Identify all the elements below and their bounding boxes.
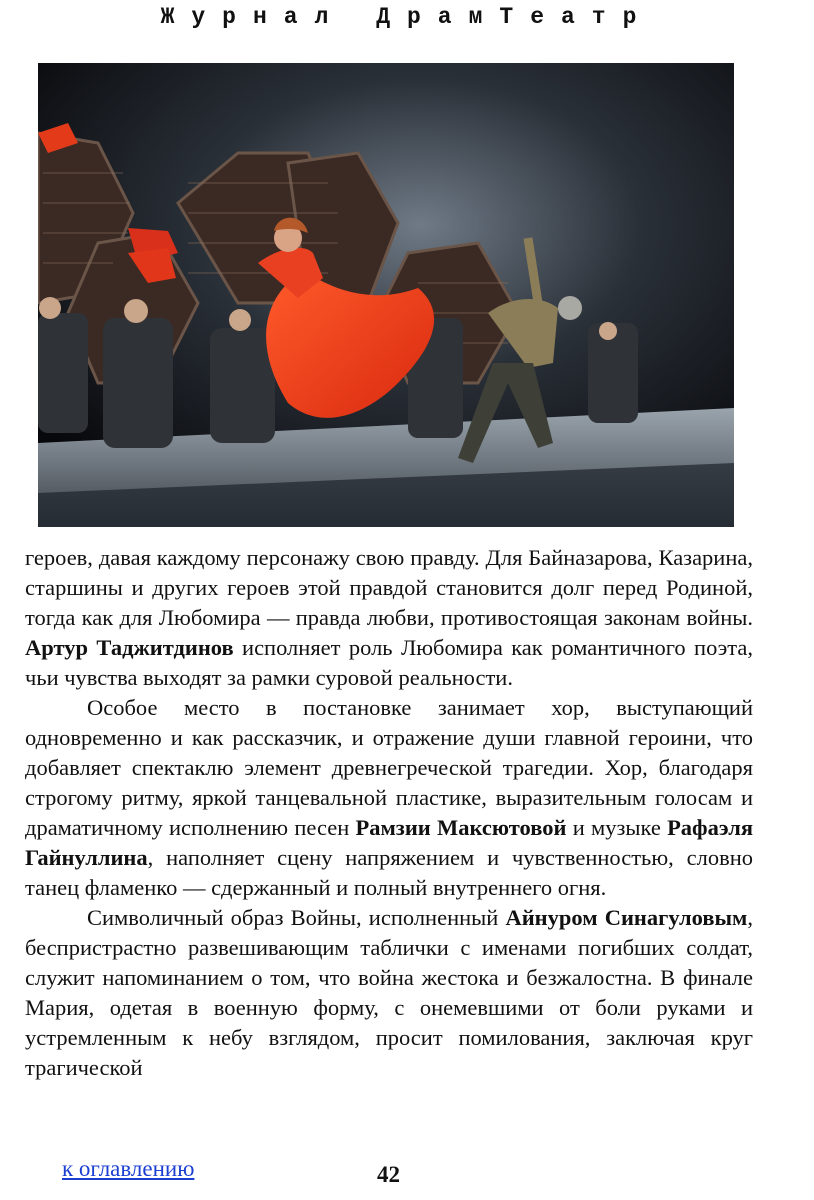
composer-name: Рафаэля Гайнуллина <box>25 815 753 870</box>
paragraph-3: Символичный образ Войны, исполненный Айнуром Синагуловым, беспристрастно развешивающим таблички с именами погибших солдат, служит напоминанием о том, что война жестока и безжалостна. В финале Мария, одетая в военную форму, с онемевшими от боли руками и устремленным к небу взглядом, просит помилования, заключая круг трагической <box>25 905 754 1080</box>
paragraph-1: героев, давая каждому персонажу свою правду. Для Байназарова, Казарина, старшины и других героев этой правдой становится долг перед Родиной, тогда как для Любомира — правда любви, противостоящая законам войны. Артур Таджитдинов исполняет роль Любомира как романтичного поэта, чьи чувства выходят за рамки суровой реальности. <box>25 545 753 690</box>
actor-name: Артур Таджитдинов <box>25 635 234 660</box>
actor-name-2: Айнуром Синагуловым <box>505 905 748 930</box>
article-body <box>25 543 753 1083</box>
toc-link[interactable]: к оглавлению <box>62 1156 195 1181</box>
page-number: 42 <box>377 1162 400 1187</box>
stage-photo <box>38 63 734 527</box>
singer-name: Рамзии Максютовой <box>355 815 567 840</box>
journal-title: Журнал ДрамТеатр <box>160 4 654 30</box>
paragraph-2: Особое место в постановке занимает хор, выступающий одновременно и как рассказчик, и отражение души главной героини, что добавляет спектаклю элемент древнегреческой трагедии. Хор, благодаря строгому ритму, яркой танцевальной пластике, выразительным голосам и драматичному исполнению песен Рамзии Максютовой и музыке Рафаэля Гайнуллина, наполняет сцену напряжением и чувственностью, словно танец фламенко — сдержанный и полный внутреннего огня. <box>25 695 753 900</box>
